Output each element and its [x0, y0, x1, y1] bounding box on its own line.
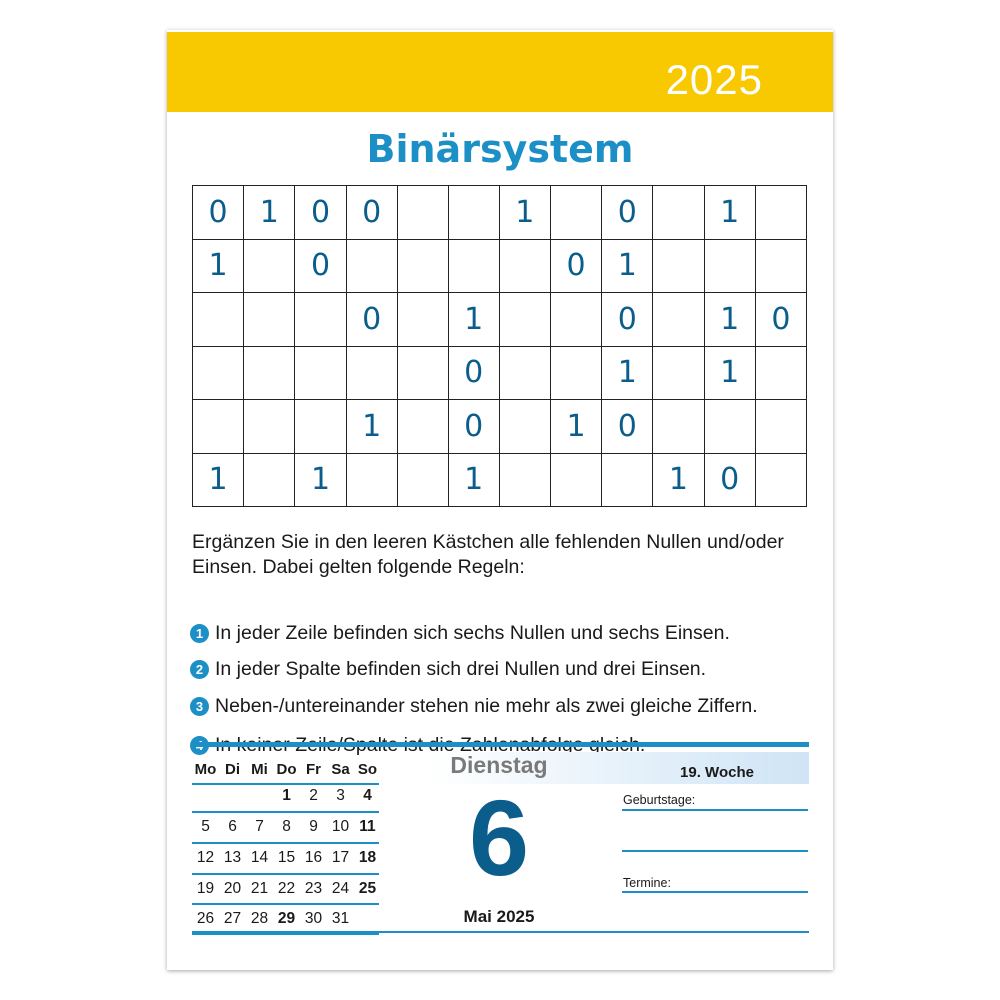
empty-cell[interactable]: [602, 453, 653, 507]
empty-cell[interactable]: [755, 400, 806, 454]
given-digit-cell: 1: [346, 400, 397, 454]
mini-calendar-day: 18: [358, 849, 377, 866]
empty-cell[interactable]: [397, 400, 448, 454]
weekday-name: Dienstag: [450, 752, 548, 778]
mini-calendar-day: 4: [363, 787, 372, 804]
mini-calendar-day: 1: [282, 787, 291, 804]
mini-calendar-day: 16: [304, 849, 323, 866]
puzzle-title: Binärsystem: [366, 127, 634, 171]
empty-cell[interactable]: [755, 186, 806, 240]
mini-calendar-day: 6: [228, 818, 237, 835]
empty-cell[interactable]: [193, 346, 244, 400]
empty-cell[interactable]: [550, 346, 601, 400]
calendar-page: [167, 30, 833, 970]
mini-calendar-day: [246, 787, 273, 805]
empty-cell[interactable]: [244, 453, 295, 507]
rule-1: [190, 622, 730, 645]
grid-row: [193, 293, 807, 347]
mini-calendar-day: 14: [250, 849, 269, 866]
given-digit-cell: 1: [295, 453, 346, 507]
given-digit-cell: 1: [602, 239, 653, 293]
mini-calendar-day: 11: [359, 818, 376, 835]
puzzle-grid: [192, 185, 807, 507]
grid-row: [193, 239, 807, 293]
empty-cell[interactable]: [499, 400, 550, 454]
empty-cell[interactable]: [755, 239, 806, 293]
empty-cell[interactable]: [397, 346, 448, 400]
rule-number-badge: 1: [190, 624, 209, 643]
rule-text: In jeder Spalte befinden sich drei Nullen und drei Einsen.: [215, 658, 707, 680]
mini-calendar-day: 31: [331, 910, 350, 927]
mini-calendar-day: 26: [196, 910, 215, 927]
rule-2: [190, 658, 706, 681]
mini-calendar-day: 27: [223, 910, 242, 927]
given-digit-cell: 0: [295, 239, 346, 293]
mini-calendar-day: [354, 910, 381, 928]
empty-cell[interactable]: [193, 400, 244, 454]
empty-cell[interactable]: [704, 400, 755, 454]
mini-calendar-rule: [192, 811, 379, 813]
rule-number-badge: 3: [190, 697, 209, 716]
birthdays-line: [622, 850, 808, 852]
given-digit-cell: 1: [193, 239, 244, 293]
mini-calendar-week: [192, 910, 382, 928]
mini-calendar-day: 12: [196, 849, 215, 866]
mini-calendar-day: 15: [277, 849, 296, 866]
given-digit-cell: 1: [704, 293, 755, 347]
puzzle-intro: Ergänzen Sie in den leeren Kästchen alle fehlenden Nullen und/oder Einsen. Dabei gelten folgende Regeln:: [192, 531, 784, 578]
appointments-line: [622, 891, 808, 893]
mini-calendar-day: 21: [250, 880, 269, 897]
mini-calendar-rule: [192, 783, 379, 785]
given-digit-cell: 0: [550, 239, 601, 293]
given-digit-cell: 0: [602, 186, 653, 240]
grid-row: [193, 186, 807, 240]
mini-calendar-day: 3: [336, 787, 345, 804]
mini-calendar-day: 30: [304, 910, 323, 927]
mini-calendar-day: 8: [282, 818, 291, 835]
mini-calendar-week: [192, 818, 382, 836]
weekday-header: Do: [276, 761, 297, 778]
given-digit-cell: 0: [295, 186, 346, 240]
empty-cell[interactable]: [653, 239, 704, 293]
empty-cell[interactable]: [550, 453, 601, 507]
mini-calendar-week: [192, 787, 382, 805]
mini-calendar-day: 25: [358, 880, 377, 897]
given-digit-cell: 1: [550, 400, 601, 454]
empty-cell[interactable]: [244, 239, 295, 293]
given-digit-cell: 0: [704, 453, 755, 507]
grid-row: [193, 453, 807, 507]
empty-cell[interactable]: [193, 293, 244, 347]
empty-cell[interactable]: [448, 186, 499, 240]
empty-cell[interactable]: [397, 453, 448, 507]
given-digit-cell: 1: [193, 453, 244, 507]
empty-cell[interactable]: [653, 186, 704, 240]
given-digit-cell: 0: [193, 186, 244, 240]
empty-cell[interactable]: [244, 293, 295, 347]
footer-bottom-rule: [192, 931, 809, 933]
month-year: Mai 2025: [463, 907, 535, 926]
given-digit-cell: 1: [704, 186, 755, 240]
weekday-header: Mo: [194, 761, 217, 778]
empty-cell[interactable]: [653, 400, 704, 454]
mini-calendar-day: 19: [196, 880, 215, 897]
mini-calendar-day: 28: [250, 910, 269, 927]
empty-cell[interactable]: [397, 239, 448, 293]
given-digit-cell: 1: [448, 453, 499, 507]
mini-calendar-day: [219, 787, 246, 805]
weekday-header: Fr: [306, 761, 321, 778]
given-digit-cell: 0: [602, 293, 653, 347]
empty-cell[interactable]: [397, 186, 448, 240]
mini-calendar-day: 22: [277, 880, 296, 897]
given-digit-cell: 0: [755, 293, 806, 347]
empty-cell[interactable]: [244, 400, 295, 454]
empty-cell[interactable]: [653, 346, 704, 400]
appointments-label: Termine:: [623, 876, 671, 890]
empty-cell[interactable]: [653, 293, 704, 347]
empty-cell[interactable]: [704, 239, 755, 293]
rule-text: In jeder Zeile befinden sich sechs Nullen und sechs Einsen.: [215, 622, 730, 644]
mini-calendar-day: 20: [223, 880, 242, 897]
empty-cell[interactable]: [499, 346, 550, 400]
rule-3: [190, 695, 758, 718]
mini-calendar-day: 7: [255, 818, 264, 835]
given-digit-cell: 0: [602, 400, 653, 454]
empty-cell[interactable]: [550, 293, 601, 347]
empty-cell[interactable]: [346, 453, 397, 507]
mini-calendar-day: 24: [331, 880, 350, 897]
given-digit-cell: 0: [346, 293, 397, 347]
given-digit-cell: 1: [602, 346, 653, 400]
mini-calendar-rule: [192, 842, 379, 844]
given-digit-cell: 1: [448, 293, 499, 347]
empty-cell[interactable]: [499, 239, 550, 293]
mini-calendar-rule: [192, 933, 379, 935]
empty-cell[interactable]: [499, 293, 550, 347]
empty-cell[interactable]: [295, 293, 346, 347]
mini-calendar-day: 17: [331, 849, 350, 866]
mini-calendar-weekdays: [192, 761, 382, 778]
grid-row: [193, 400, 807, 454]
mini-calendar-week: [192, 880, 382, 898]
mini-calendar-day: 5: [201, 818, 210, 835]
empty-cell[interactable]: [346, 239, 397, 293]
day-number: 6: [468, 777, 530, 898]
empty-cell[interactable]: [755, 453, 806, 507]
empty-cell[interactable]: [448, 239, 499, 293]
mini-calendar-day: 29: [277, 910, 296, 927]
year-header-bar: [167, 32, 833, 112]
given-digit-cell: 1: [244, 186, 295, 240]
empty-cell[interactable]: [397, 293, 448, 347]
mini-calendar-week: [192, 849, 382, 867]
given-digit-cell: 0: [448, 346, 499, 400]
mini-calendar-day: 23: [304, 880, 323, 897]
weekday-header: Mi: [251, 761, 268, 778]
mini-calendar-rule: [192, 903, 379, 905]
mini-calendar-day: 10: [331, 818, 350, 835]
given-digit-cell: 1: [499, 186, 550, 240]
week-number: 19. Woche: [680, 764, 754, 781]
given-digit-cell: 0: [346, 186, 397, 240]
weekday-header: Di: [225, 761, 240, 778]
birthdays-label: Geburtstage:: [623, 793, 696, 807]
rule-number-badge: 2: [190, 660, 209, 679]
empty-cell[interactable]: [244, 346, 295, 400]
mini-calendar-rule: [192, 873, 379, 875]
mini-calendar-day: [192, 787, 219, 805]
empty-cell[interactable]: [550, 186, 601, 240]
empty-cell[interactable]: [755, 346, 806, 400]
footer-top-rule: [192, 742, 809, 747]
empty-cell[interactable]: [499, 453, 550, 507]
birthdays-line: [622, 809, 808, 811]
rule-text: Neben-/untereinander stehen nie mehr als zwei gleiche Ziffern.: [215, 695, 758, 717]
empty-cell[interactable]: [295, 400, 346, 454]
weekday-header: So: [357, 761, 378, 778]
grid-row: [193, 346, 807, 400]
empty-cell[interactable]: [295, 346, 346, 400]
weekday-header: Sa: [331, 761, 350, 778]
given-digit-cell: 1: [653, 453, 704, 507]
year-label: 2025: [665, 56, 763, 103]
mini-calendar-day: 2: [309, 787, 318, 804]
mini-calendar-day: 13: [223, 849, 242, 866]
given-digit-cell: 1: [704, 346, 755, 400]
mini-calendar-day: 9: [309, 818, 318, 835]
empty-cell[interactable]: [346, 346, 397, 400]
given-digit-cell: 0: [448, 400, 499, 454]
